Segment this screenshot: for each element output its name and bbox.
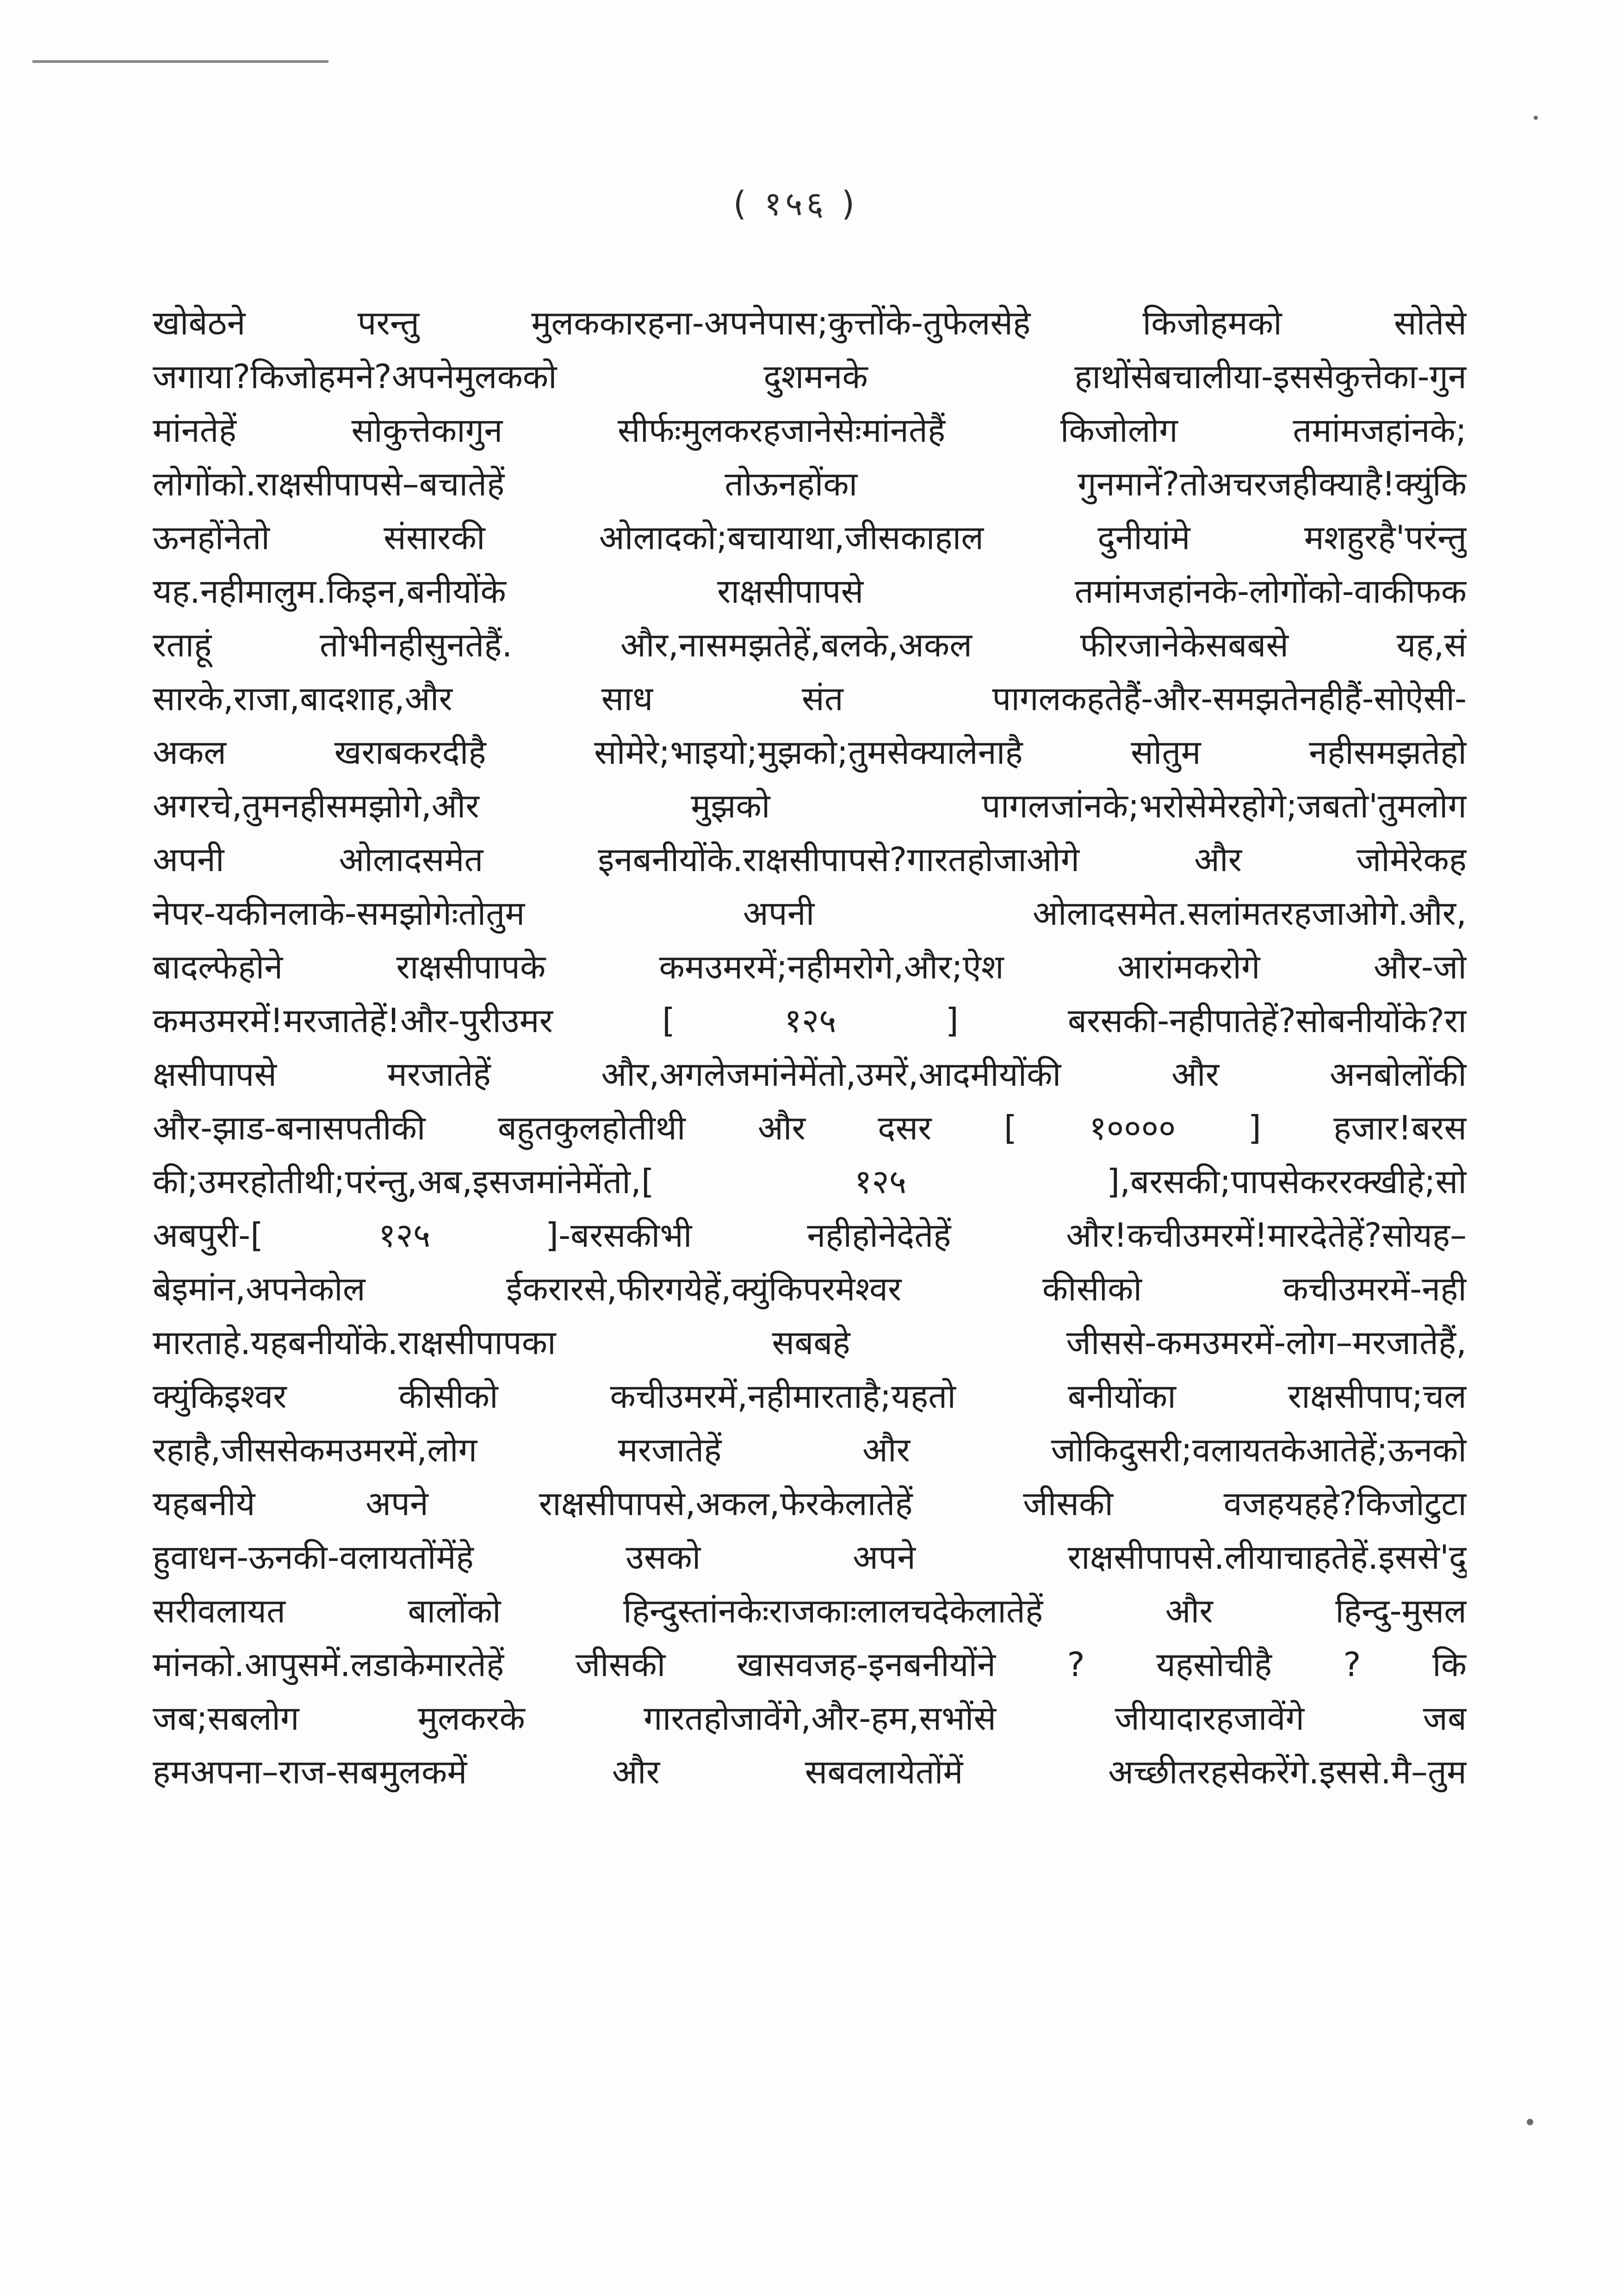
text-line: अकल खराबकरदीहै सोमेरे;भाइयो;मुझको;तुमसेक्यालेनाहै सोतुम नहीसमझतेहो [153, 733, 1467, 772]
text-line: नेपर-यकीनलाके-समझोगेःतोतुम अपनी ओलादसमेत.सलांमतरहजाओगे.और, [153, 894, 1467, 933]
text-line: ऊनहोंनेतो संसारकी ओलादको;बचायाथा,जीसकाहाल दुनीयांमे मशहुरहै'परंन्तु [153, 518, 1467, 557]
text-line: जगाया?किजोहमने?अपनेमुलकको दुशमनके हाथोंसेबचालीया-इससेकुत्तेका-गुन [153, 357, 1467, 396]
text-line: अगरचे,तुमनहीसमझोगे,और मुझको पागलजांनके;भरोसेमेरहोगे;जबतो'तुमलोग [153, 786, 1467, 825]
text-line: कमउमरमें!मरजातेहें!और-पुरीउमर [ १२५ ] बरसकी-नहीपातेहें?सोबनीयोंके?रा [153, 1001, 1467, 1040]
text-line: यह.नहीमालुम.किइन,बनीयोंके राक्षसीपापसे तमांमजहांनके-लोगोंको-वाकीफक [153, 572, 1467, 611]
text-line: अबपुरी-[ १२५ ]-बरसकीभी नहीहोनेदेतेहें और!कचीउमरमें!मारदेतेहें?सोयह– [153, 1216, 1467, 1255]
text-line: क्षसीपापसे मरजातेहें और,अगलेजमांनेमेंतो,उमरें,आदमीयोंकी और अनबोलोंकी [153, 1055, 1467, 1094]
text-line: रताहूं तोभीनहीसुनतेहैं. और,नासमझतेहें,बलके,अकल फीरजानेकेसबबसे यह,सं [153, 625, 1467, 664]
text-line: सारके,राजा,बादशाह,और साध संत पागलकहतेहैं-और-समझतेनहीहैं-सोऐसी- [153, 679, 1467, 718]
text-line: लोगोंको.राक्षसीपापसे–बचातेहें तोऊनहोंका गुनमानें?तोअचरजहीक्याहै!क्युंकि [153, 464, 1467, 503]
page-number: ( १५६ ) [733, 184, 859, 223]
text-line: क्युंकिइश्वर कीसीको कचीउमरमें,नहीमारताहै;यहतो बनीयोंका राक्षसीपाप;चल [153, 1377, 1467, 1416]
margin-speck [1527, 2119, 1533, 2125]
text-line: हमअपना–राज-सबमुलकमें और सबवलायेतोंमें अच्छीतरहसेकरेंगे.इससे.मै–तुम [153, 1752, 1467, 1791]
text-line: मांनको.आपुसमें.लडाकेमारतेहें जीसकी खासवजह-इनबनीयोंने ? यहसोचीहै ? कि [153, 1645, 1467, 1684]
margin-speck [1534, 116, 1538, 120]
text-line: खोबेठने परन्तु मुलककारहना-अपनेपास;कुत्तोंके-तुफेलसेहे किजोहमको सोतेसे [153, 303, 1467, 342]
text-line: जब;सबलोग मुलकरके गारतहोजावेंगे,और-हम,सभोंसे जीयादारहजावेंगे जब [153, 1699, 1467, 1738]
text-line: बादल्फेहोने राक्षसीपापके कमउमरमें;नहीमरोगे,और;ऐश आरांमकरोगे और-जो [153, 947, 1467, 986]
text-line: अपनी ओलादसमेत इनबनीयोंके.राक्षसीपापसे?गारतहोजाओगे और जोमेरेकह [153, 840, 1467, 879]
body-text [153, 296, 1467, 1799]
top-edge-rule [32, 60, 328, 63]
text-line: रहाहै,जीससेकमउमरमें,लोग मरजातेहें और जोकिदुसरी;वलायतकेआतेहें;ऊनको [153, 1430, 1467, 1469]
text-line: और-झाड-बनासपतीकी बहुतकुलहोतीथी और दसर [ १०००० ] हजार!बरस [153, 1108, 1467, 1147]
text-line: सरीवलायत बालोंको हिन्दुस्तांनकेःराजकाःलालचदेकेलातेहें और हिन्दु-मुसल [153, 1591, 1467, 1630]
text-line: मारताहे.यहबनीयोंके.राक्षसीपापका सबबहे जीससे-कमउमरमें-लोग–मरजातेहैं, [153, 1323, 1467, 1362]
text-line: मांनतेहें सोकुत्तेकागुन सीर्फःमुलकरहजानेसेःमांनतेहैं किजोलोग तमांमजहांनके; [153, 411, 1467, 450]
text-line: बेइमांन,अपनेकोल ईकरारसे,फीरगयेहें,क्युंकिपरमेश्वर कीसीको कचीउमरमें-नही [153, 1269, 1467, 1308]
text-line: हुवाधन-ऊनकी-वलायतोंमेंहे उसको अपने राक्षसीपापसे.लीयाचाहतेहें.इससे'दु [153, 1538, 1467, 1577]
text-line: यहबनीये अपने राक्षसीपापसे,अकल,फेरकेलातेहें जीसकी वजहयहहे?किजोटुटा [153, 1484, 1467, 1523]
text-line: की;उमरहोतीथी;परंन्तु,अब,इसजमांनेमेंतो,[ १२५ ],बरसकी;पापसेकररक्खीहे;सो [153, 1162, 1467, 1201]
